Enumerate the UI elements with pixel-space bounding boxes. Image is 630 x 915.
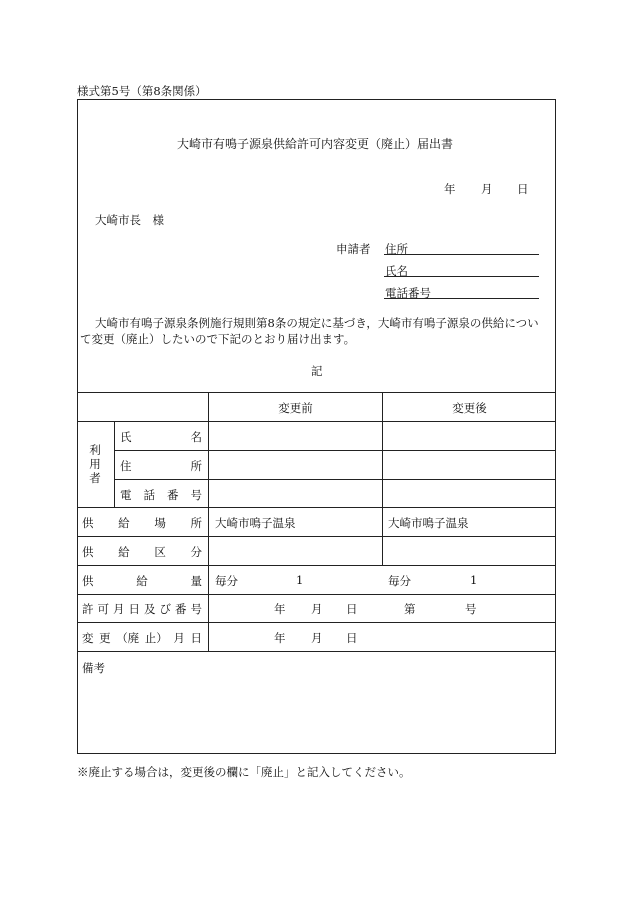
permit-day: 日 [346, 602, 358, 616]
column-header-before: 変更前 [278, 401, 313, 415]
phone-label: 電話番号 [385, 286, 431, 300]
permit-dai: 第 [404, 602, 416, 616]
supply-place-label: 供 給 場 所 [82, 516, 202, 530]
date-day: 日 [517, 182, 529, 196]
name-label: 氏名 [385, 264, 408, 278]
addressee: 大崎市長 様 [95, 213, 164, 227]
change-month: 月 [311, 631, 323, 645]
user-phone-label: 電 話 番 号 [120, 488, 202, 502]
user-group-label: 利 用 者 [89, 443, 101, 485]
form-frame [77, 99, 556, 754]
table-row-line [77, 565, 556, 566]
footnote: ※廃止する場合は，変更後の欄に「廃止」と記入してください。 [77, 765, 411, 779]
ki-mark: 記 [311, 364, 323, 378]
phone-field[interactable] [384, 298, 539, 299]
table-bottom-line [77, 651, 556, 652]
supply-class-label: 供 給 区 分 [82, 545, 202, 559]
supply-place-after: 大崎市鳴子温泉 [388, 516, 469, 530]
before-after-divider [382, 392, 383, 565]
table-row-line [77, 622, 556, 623]
table-row-line [114, 450, 556, 451]
permit-go: 号 [465, 602, 477, 616]
body-text-line1: 大崎市有鳴子源泉条例施行規則第8条の規定に基づき，大崎市有鳴子源泉の供給につい [95, 316, 539, 330]
column-header-after: 変更後 [452, 401, 487, 415]
user-group-divider [114, 421, 115, 507]
date-year: 年 [444, 182, 456, 196]
supply-amount-label: 供 給 量 [82, 574, 202, 588]
supply-place-before: 大崎市鳴子温泉 [215, 516, 296, 530]
table-row-line [77, 594, 556, 595]
document-title: 大崎市有鳴子源泉供給許可内容変更（廃止）届出書 [176, 137, 453, 151]
permit-year: 年 [274, 602, 286, 616]
change-year: 年 [274, 631, 286, 645]
amount-unit-after: 1 [470, 573, 478, 587]
permit-month: 月 [311, 602, 323, 616]
table-top-line [77, 392, 556, 393]
per-minute-before: 毎分 [215, 574, 238, 588]
change-day: 日 [346, 631, 358, 645]
per-minute-after: 毎分 [388, 574, 411, 588]
table-header-line [77, 421, 556, 422]
permit-date-number-label: 許 可 月 日 及 び 番 号 [82, 602, 202, 616]
table-row-line [77, 536, 556, 537]
body-text-line2: て変更（廃止）したいので下記のとおり届け出ます。 [80, 332, 356, 346]
table-row-line [77, 507, 556, 508]
name-field[interactable] [384, 276, 539, 277]
amount-unit-before: 1 [296, 573, 304, 587]
remarks-label: 備考 [82, 661, 105, 675]
address-label: 住所 [385, 242, 408, 256]
user-name-label: 氏 名 [120, 430, 202, 444]
applicant-label: 申請者 [336, 242, 371, 256]
user-address-label: 住 所 [120, 459, 202, 473]
date-month: 月 [481, 182, 493, 196]
table-row-line [114, 479, 556, 480]
label-column-divider [208, 392, 209, 651]
form-number: 様式第5号（第8条関係） [77, 84, 207, 98]
change-date-label: 変 更 （廃 止） 月 日 [82, 631, 202, 645]
address-field[interactable] [384, 254, 539, 255]
